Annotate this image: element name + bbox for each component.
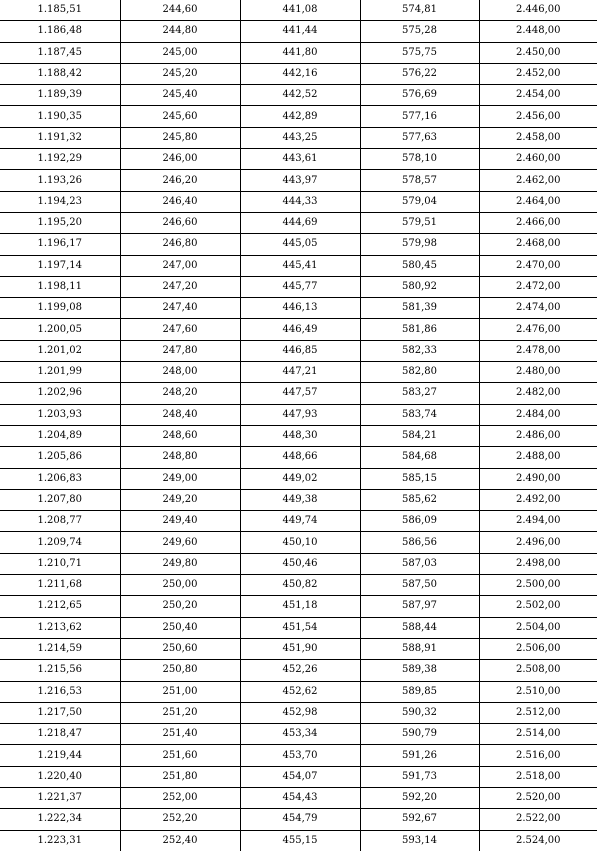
- table-row: [0, 745, 597, 766]
- table-cell: 2.494,00: [479, 511, 597, 532]
- table-cell: 1.201,02: [0, 340, 120, 361]
- table-row: [0, 660, 597, 681]
- table-cell: 1.218,47: [0, 724, 120, 745]
- table-cell: 245,00: [120, 42, 240, 63]
- table-cell: 1.188,42: [0, 63, 120, 84]
- table-row: [0, 127, 597, 148]
- table-cell: 2.476,00: [479, 319, 597, 340]
- table-cell: 1.192,29: [0, 149, 120, 170]
- table-cell: 245,40: [120, 85, 240, 106]
- table-row: [0, 787, 597, 808]
- table-cell: 2.482,00: [479, 383, 597, 404]
- table-cell: 1.195,20: [0, 212, 120, 233]
- table-cell: 591,73: [360, 766, 479, 787]
- table-cell: 449,74: [240, 511, 360, 532]
- table-cell: 455,15: [240, 830, 360, 851]
- table-cell: 589,85: [360, 681, 479, 702]
- table-row: [0, 106, 597, 127]
- table-cell: 581,86: [360, 319, 479, 340]
- table-cell: 442,89: [240, 106, 360, 127]
- table-row: [0, 596, 597, 617]
- table-cell: 591,26: [360, 745, 479, 766]
- table-cell: 443,97: [240, 170, 360, 191]
- table-row: [0, 617, 597, 638]
- table-row: [0, 724, 597, 745]
- table-cell: 2.504,00: [479, 617, 597, 638]
- table-cell: 244,80: [120, 21, 240, 42]
- table-cell: 252,00: [120, 787, 240, 808]
- table-cell: 576,22: [360, 63, 479, 84]
- table-cell: 244,60: [120, 0, 240, 21]
- table-cell: 1.199,08: [0, 298, 120, 319]
- table-row: [0, 830, 597, 851]
- table-cell: 1.208,77: [0, 511, 120, 532]
- table-cell: 442,16: [240, 63, 360, 84]
- table-cell: 247,60: [120, 319, 240, 340]
- table-row: [0, 404, 597, 425]
- table-row: [0, 276, 597, 297]
- table-cell: 444,69: [240, 212, 360, 233]
- table-cell: 1.200,05: [0, 319, 120, 340]
- table-cell: 593,14: [360, 830, 479, 851]
- table-cell: 2.520,00: [479, 787, 597, 808]
- table-cell: 1.217,50: [0, 702, 120, 723]
- table-cell: 583,74: [360, 404, 479, 425]
- table-cell: 1.216,53: [0, 681, 120, 702]
- table-cell: 252,20: [120, 809, 240, 830]
- table-cell: 454,79: [240, 809, 360, 830]
- table-cell: 245,80: [120, 127, 240, 148]
- table-cell: 445,41: [240, 255, 360, 276]
- table-cell: 1.191,32: [0, 127, 120, 148]
- table-cell: 1.197,14: [0, 255, 120, 276]
- table-cell: 1.198,11: [0, 276, 120, 297]
- table-row: [0, 362, 597, 383]
- table-cell: 1.209,74: [0, 532, 120, 553]
- table-row: [0, 681, 597, 702]
- table-cell: 452,98: [240, 702, 360, 723]
- table-cell: 251,60: [120, 745, 240, 766]
- table-row: [0, 191, 597, 212]
- table-cell: 586,56: [360, 532, 479, 553]
- table-cell: 1.187,45: [0, 42, 120, 63]
- table-cell: 452,26: [240, 660, 360, 681]
- table-cell: 1.185,51: [0, 0, 120, 21]
- table-cell: 586,09: [360, 511, 479, 532]
- table-cell: 250,00: [120, 575, 240, 596]
- table-cell: 582,80: [360, 362, 479, 383]
- table-cell: 581,39: [360, 298, 479, 319]
- table-cell: 2.492,00: [479, 489, 597, 510]
- table-cell: 2.488,00: [479, 447, 597, 468]
- table-cell: 1.213,62: [0, 617, 120, 638]
- table-cell: 2.464,00: [479, 191, 597, 212]
- table-cell: 1.211,68: [0, 575, 120, 596]
- table-row: [0, 638, 597, 659]
- table-cell: 247,80: [120, 340, 240, 361]
- table-cell: 592,67: [360, 809, 479, 830]
- table-cell: 1.207,80: [0, 489, 120, 510]
- table-cell: 443,25: [240, 127, 360, 148]
- table-cell: 577,63: [360, 127, 479, 148]
- table-cell: 2.490,00: [479, 468, 597, 489]
- table-cell: 2.468,00: [479, 234, 597, 255]
- table-cell: 445,05: [240, 234, 360, 255]
- table-cell: 587,50: [360, 575, 479, 596]
- table-cell: 443,61: [240, 149, 360, 170]
- table-cell: 2.456,00: [479, 106, 597, 127]
- table-cell: 446,13: [240, 298, 360, 319]
- table-cell: 2.506,00: [479, 638, 597, 659]
- table-cell: 2.496,00: [479, 532, 597, 553]
- table-cell: 1.205,86: [0, 447, 120, 468]
- table-row: [0, 809, 597, 830]
- table-cell: 251,00: [120, 681, 240, 702]
- table-cell: 247,00: [120, 255, 240, 276]
- table-cell: 575,28: [360, 21, 479, 42]
- table-cell: 251,20: [120, 702, 240, 723]
- table-cell: 451,90: [240, 638, 360, 659]
- table-cell: 453,34: [240, 724, 360, 745]
- table-cell: 1.190,35: [0, 106, 120, 127]
- table-row: [0, 255, 597, 276]
- table-row: [0, 42, 597, 63]
- table-cell: 582,33: [360, 340, 479, 361]
- table-cell: 249,60: [120, 532, 240, 553]
- table-cell: 453,70: [240, 745, 360, 766]
- table-cell: 2.470,00: [479, 255, 597, 276]
- table-row: [0, 702, 597, 723]
- table-cell: 2.458,00: [479, 127, 597, 148]
- table-cell: 579,98: [360, 234, 479, 255]
- table-cell: 2.524,00: [479, 830, 597, 851]
- table-row: [0, 149, 597, 170]
- table-cell: 450,82: [240, 575, 360, 596]
- table-cell: 441,80: [240, 42, 360, 63]
- table-cell: 1.193,26: [0, 170, 120, 191]
- table-cell: 2.454,00: [479, 85, 597, 106]
- table-cell: 449,38: [240, 489, 360, 510]
- table-cell: 579,51: [360, 212, 479, 233]
- table-cell: 1.221,37: [0, 787, 120, 808]
- table-row: [0, 212, 597, 233]
- table-cell: 1.186,48: [0, 21, 120, 42]
- table-cell: 2.466,00: [479, 212, 597, 233]
- table-cell: 2.500,00: [479, 575, 597, 596]
- table-row: [0, 383, 597, 404]
- table-cell: 251,40: [120, 724, 240, 745]
- table-cell: 245,60: [120, 106, 240, 127]
- table-row: [0, 468, 597, 489]
- table-cell: 448,66: [240, 447, 360, 468]
- table-cell: 1.201,99: [0, 362, 120, 383]
- table-cell: 587,97: [360, 596, 479, 617]
- table-cell: 250,60: [120, 638, 240, 659]
- table-cell: 451,54: [240, 617, 360, 638]
- table-cell: 584,21: [360, 425, 479, 446]
- table-cell: 250,40: [120, 617, 240, 638]
- table-cell: 2.460,00: [479, 149, 597, 170]
- table-cell: 2.518,00: [479, 766, 597, 787]
- table-cell: 447,21: [240, 362, 360, 383]
- table-cell: 249,20: [120, 489, 240, 510]
- table-cell: 247,40: [120, 298, 240, 319]
- table-row: [0, 234, 597, 255]
- table-row: [0, 511, 597, 532]
- table-cell: 249,80: [120, 553, 240, 574]
- table-cell: 451,18: [240, 596, 360, 617]
- table-cell: 249,40: [120, 511, 240, 532]
- table-cell: 1.196,17: [0, 234, 120, 255]
- table-cell: 248,60: [120, 425, 240, 446]
- table-cell: 2.514,00: [479, 724, 597, 745]
- table-row: [0, 298, 597, 319]
- table-cell: 590,79: [360, 724, 479, 745]
- table-cell: 448,30: [240, 425, 360, 446]
- table-cell: 592,20: [360, 787, 479, 808]
- table-cell: 1.203,93: [0, 404, 120, 425]
- table-row: [0, 425, 597, 446]
- table-cell: 2.512,00: [479, 702, 597, 723]
- table-cell: 1.219,44: [0, 745, 120, 766]
- table-cell: 588,91: [360, 638, 479, 659]
- table-cell: 246,00: [120, 149, 240, 170]
- table-cell: 2.480,00: [479, 362, 597, 383]
- table-cell: 589,38: [360, 660, 479, 681]
- table-cell: 1.210,71: [0, 553, 120, 574]
- table-cell: 576,69: [360, 85, 479, 106]
- table-cell: 441,44: [240, 21, 360, 42]
- table-cell: 577,16: [360, 106, 479, 127]
- table-cell: 587,03: [360, 553, 479, 574]
- table-cell: 441,08: [240, 0, 360, 21]
- table-cell: 446,85: [240, 340, 360, 361]
- table-cell: 247,20: [120, 276, 240, 297]
- table-cell: 245,20: [120, 63, 240, 84]
- table-cell: 583,27: [360, 383, 479, 404]
- table-cell: 2.498,00: [479, 553, 597, 574]
- table-cell: 452,62: [240, 681, 360, 702]
- table-row: [0, 447, 597, 468]
- table-cell: 580,92: [360, 276, 479, 297]
- table-cell: 246,80: [120, 234, 240, 255]
- table-cell: 250,80: [120, 660, 240, 681]
- table-cell: 588,44: [360, 617, 479, 638]
- table-cell: 449,02: [240, 468, 360, 489]
- table-cell: 2.508,00: [479, 660, 597, 681]
- table-cell: 2.502,00: [479, 596, 597, 617]
- table-cell: 2.516,00: [479, 745, 597, 766]
- table-cell: 2.462,00: [479, 170, 597, 191]
- table-cell: 585,62: [360, 489, 479, 510]
- table-cell: 2.510,00: [479, 681, 597, 702]
- table-cell: 454,43: [240, 787, 360, 808]
- table-cell: 1.223,31: [0, 830, 120, 851]
- table-cell: 447,57: [240, 383, 360, 404]
- table-cell: 248,80: [120, 447, 240, 468]
- table-cell: 1.212,65: [0, 596, 120, 617]
- table-row: [0, 766, 597, 787]
- table-cell: 575,75: [360, 42, 479, 63]
- table-row: [0, 575, 597, 596]
- table-cell: 442,52: [240, 85, 360, 106]
- table-cell: 580,45: [360, 255, 479, 276]
- table-cell: 590,32: [360, 702, 479, 723]
- table-row: [0, 340, 597, 361]
- table-cell: 251,80: [120, 766, 240, 787]
- table-cell: 585,15: [360, 468, 479, 489]
- table-row: [0, 170, 597, 191]
- table-cell: 2.486,00: [479, 425, 597, 446]
- table-cell: 1.220,40: [0, 766, 120, 787]
- table-cell: 1.206,83: [0, 468, 120, 489]
- table-cell: 2.448,00: [479, 21, 597, 42]
- table-cell: 446,49: [240, 319, 360, 340]
- table-cell: 2.446,00: [479, 0, 597, 21]
- table-cell: 2.522,00: [479, 809, 597, 830]
- table-cell: 2.472,00: [479, 276, 597, 297]
- table-cell: 246,40: [120, 191, 240, 212]
- table-cell: 1.189,39: [0, 85, 120, 106]
- table-row: [0, 319, 597, 340]
- table-cell: 578,10: [360, 149, 479, 170]
- table-cell: 444,33: [240, 191, 360, 212]
- table-cell: 2.474,00: [479, 298, 597, 319]
- table-cell: 2.478,00: [479, 340, 597, 361]
- table-cell: 578,57: [360, 170, 479, 191]
- table-cell: 1.222,34: [0, 809, 120, 830]
- table-row: [0, 0, 597, 21]
- table-row: [0, 85, 597, 106]
- table-cell: 1.214,59: [0, 638, 120, 659]
- table-cell: 574,81: [360, 0, 479, 21]
- table-cell: 249,00: [120, 468, 240, 489]
- table-cell: 450,46: [240, 553, 360, 574]
- table-cell: 248,00: [120, 362, 240, 383]
- table-row: [0, 21, 597, 42]
- table-cell: 450,10: [240, 532, 360, 553]
- table-cell: 248,20: [120, 383, 240, 404]
- table-cell: 1.204,89: [0, 425, 120, 446]
- table-cell: 2.450,00: [479, 42, 597, 63]
- table-row: [0, 489, 597, 510]
- table-cell: 584,68: [360, 447, 479, 468]
- table-cell: 1.202,96: [0, 383, 120, 404]
- table-cell: 246,60: [120, 212, 240, 233]
- table-cell: 1.194,23: [0, 191, 120, 212]
- table-cell: 579,04: [360, 191, 479, 212]
- table-cell: 248,40: [120, 404, 240, 425]
- table-cell: 1.215,56: [0, 660, 120, 681]
- table-cell: 445,77: [240, 276, 360, 297]
- table-cell: 2.484,00: [479, 404, 597, 425]
- table-cell: 252,40: [120, 830, 240, 851]
- table-row: [0, 63, 597, 84]
- table-cell: 454,07: [240, 766, 360, 787]
- table-cell: 246,20: [120, 170, 240, 191]
- table-row: [0, 553, 597, 574]
- table-row: [0, 532, 597, 553]
- table-cell: 447,93: [240, 404, 360, 425]
- table-cell: 2.452,00: [479, 63, 597, 84]
- table-cell: 250,20: [120, 596, 240, 617]
